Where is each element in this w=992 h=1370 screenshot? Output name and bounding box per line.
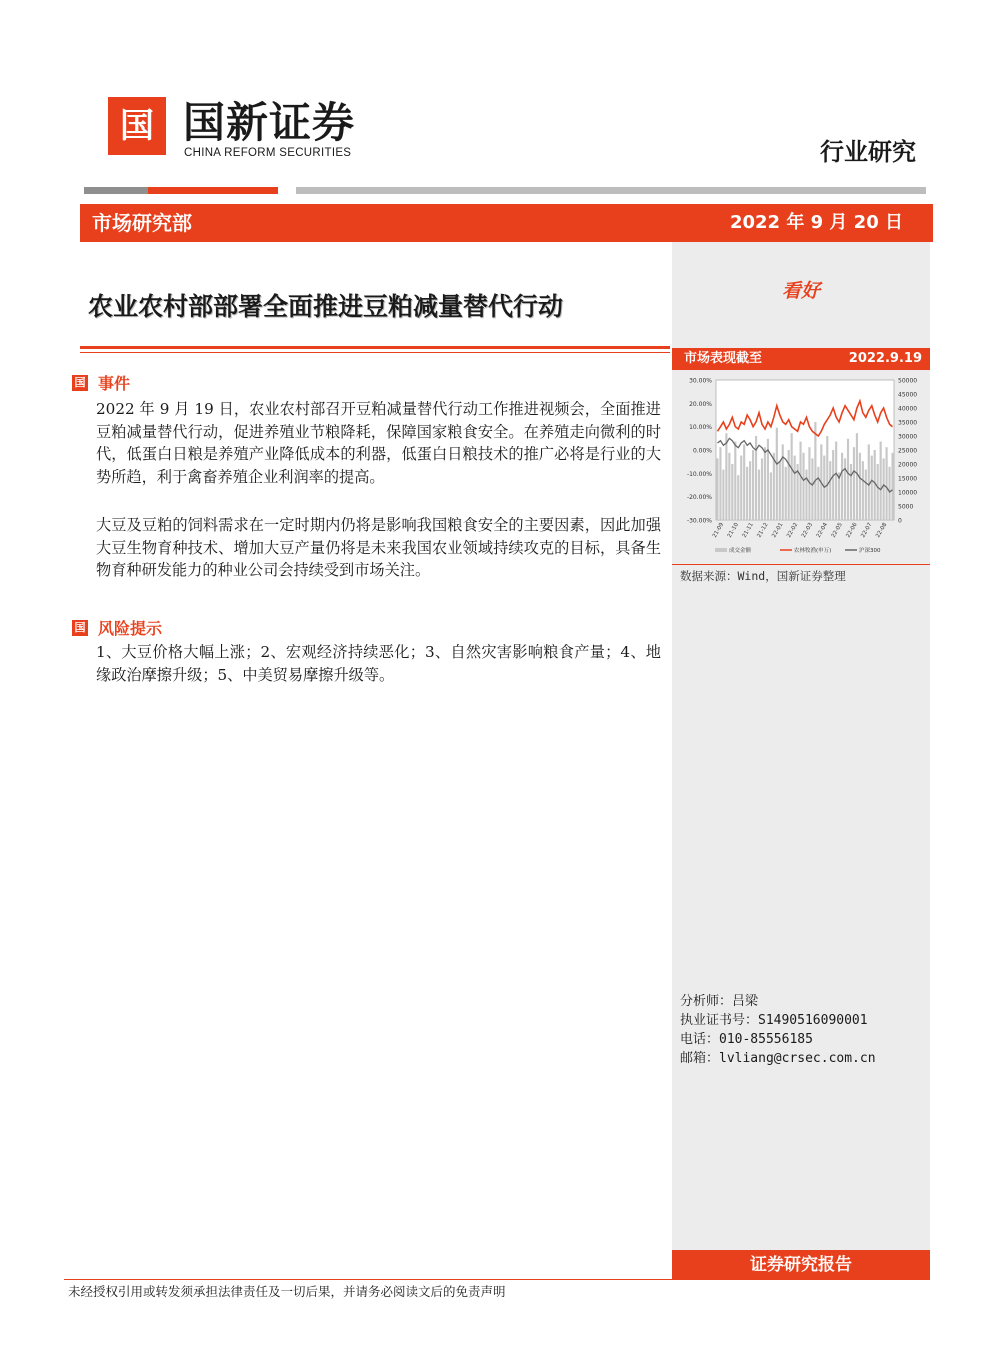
report-date: 2022 年 9 月 20 日 (729, 212, 903, 233)
volume-bar (826, 436, 828, 520)
volume-bar (719, 447, 721, 520)
volume-bar (737, 475, 739, 520)
header-divider-light (296, 187, 926, 194)
y-right-tick-label: 45000 (898, 391, 918, 399)
x-tick-label: 22-02 (786, 522, 800, 539)
volume-bar (761, 458, 763, 520)
volume-bar (725, 433, 727, 520)
volume-bar (752, 450, 754, 520)
header-divider-gray (84, 187, 148, 194)
y-left-tick-label: 10.00% (689, 424, 712, 432)
volume-bar (865, 470, 867, 520)
event-paragraph-1: 2022 年 9 月 19 日，农业农村部召开豆粕减量替代行动工作推进视频会，全面推进豆粕减量替代行动，促进养殖业节粮降耗，保障国家粮食安全。在养殖走向微利的时代，低蛋白日粮是养殖产业降低成本的利器，低蛋白日粮技术的推广必将是行业的大势所趋，利于禽畜养殖企业利润率的提高。 (96, 400, 661, 486)
legend-label: 沪深300 (859, 548, 881, 554)
market-header-label: 市场表现截至 (684, 351, 763, 366)
legend-label: 成交金额 (729, 548, 752, 554)
volume-bar (743, 444, 745, 520)
volume-bar (770, 472, 772, 520)
y-left-tick-label: -10.00% (686, 470, 712, 478)
y-left-tick-label: 30.00% (689, 377, 712, 385)
volume-bar (731, 464, 733, 520)
volume-bar (740, 456, 742, 520)
volume-bar (791, 433, 793, 520)
volume-bar (829, 461, 831, 520)
footer-rule (64, 1279, 930, 1280)
x-tick-label: 21-09 (711, 522, 726, 539)
volume-bar (886, 447, 888, 520)
volume-bar (794, 456, 796, 520)
y-right-tick-label: 5000 (898, 503, 914, 511)
volume-bar (877, 464, 879, 520)
volume-bar (850, 464, 852, 520)
x-tick-label: 22-04 (815, 522, 829, 539)
legend-swatch (715, 548, 727, 552)
market-chart-svg (674, 370, 928, 560)
analyst-phone: 电话：010-85556185 (680, 1032, 813, 1047)
volume-bar (814, 422, 816, 520)
volume-bar (746, 467, 748, 520)
document-type: 行业研究 (820, 138, 916, 166)
x-tick-label: 21-11 (741, 522, 755, 539)
volume-bar (871, 456, 873, 520)
x-tick-label: 21-10 (726, 522, 740, 539)
analyst-cert: 执业证书号：S1490516090001 (680, 1013, 868, 1028)
x-tick-label: 22-08 (875, 522, 889, 539)
footer-band-text: 证券研究报告 (750, 1255, 852, 1275)
y-right-tick-label: 20000 (898, 461, 918, 469)
y-left-tick-label: -30.00% (686, 517, 712, 525)
y-right-tick-label: 0 (898, 517, 902, 525)
chart-source: 数据来源：Wind，国新证券整理 (680, 569, 846, 583)
y-right-tick-label: 40000 (898, 405, 918, 413)
volume-bar (722, 470, 724, 520)
title-rule-thin (80, 352, 670, 353)
volume-bar (728, 453, 730, 520)
section-heading-risk: 风险提示 (98, 619, 163, 638)
rating: 看好 (781, 280, 820, 302)
volume-bar (868, 444, 870, 520)
volume-bar (847, 439, 849, 520)
y-right-tick-label: 50000 (898, 377, 918, 385)
risk-paragraph: 1、大豆价格大幅上涨；2、宏观经济持续恶化；3、自然灾害影响粮食产量；4、地缘政治摩擦升级；5、中美贸易摩擦升级等。 (96, 643, 661, 684)
volume-bar (817, 467, 819, 520)
volume-bar (883, 458, 885, 520)
volume-bar (856, 433, 858, 520)
y-right-tick-label: 30000 (898, 433, 918, 441)
volume-bar (859, 453, 861, 520)
header-divider-red (148, 187, 278, 194)
department-label: 市场研究部 (92, 211, 192, 235)
x-tick-label: 21-12 (756, 522, 770, 539)
volume-bar (773, 453, 775, 520)
chart-plot-area (716, 380, 894, 520)
event-paragraph-2: 大豆及豆粕的饲料需求在一定时期内仍将是影响我国粮食安全的主要因素，因此加强大豆生物育种技术、增加大豆产量仍将是未来我国农业领域持续攻克的目标，具备生物育种研发能力的种业公司会持续受到市场关注。 (96, 516, 661, 579)
volume-bar (841, 453, 843, 520)
x-tick-label: 22-03 (800, 522, 815, 539)
logo-glyph: 国 (120, 106, 154, 146)
volume-bar (785, 467, 787, 520)
volume-bar (838, 472, 840, 520)
volume-bar (880, 442, 882, 520)
market-header-date: 2022.9.19 (848, 351, 922, 366)
volume-bar (799, 442, 801, 520)
logo-chinese-name: 国新证券 (183, 98, 356, 147)
legend-label: 农林牧渔(申万) (794, 548, 832, 554)
report-title: 农业农村部部署全面推进豆粕减量替代行动 (88, 292, 564, 321)
volume-bar (811, 458, 813, 520)
analyst-email[interactable]: 邮箱：lvliang@crsec.com.cn (680, 1051, 876, 1066)
analyst-name: 分析师：吕梁 (680, 994, 759, 1009)
volume-bar (749, 461, 751, 520)
volume-bar (805, 470, 807, 520)
section-icon: 国 (72, 375, 88, 391)
volume-bar (844, 458, 846, 520)
logo-english-name: CHINA REFORM SECURITIES (184, 147, 352, 159)
section-icon: 国 (72, 620, 88, 636)
volume-bar (802, 453, 804, 520)
y-right-tick-label: 25000 (898, 447, 918, 455)
section-heading-event: 事件 (98, 374, 131, 393)
volume-bar (734, 442, 736, 520)
y-left-tick-label: 0.00% (692, 447, 712, 455)
volume-bar (891, 453, 893, 520)
y-right-tick-label: 35000 (898, 419, 918, 427)
title-rule (80, 346, 670, 349)
disclaimer: 未经授权引用或转发须承担法律责任及一切后果，并请务必阅读文后的免责声明 (68, 1284, 506, 1299)
market-chart (674, 370, 928, 560)
y-right-tick-label: 15000 (898, 475, 918, 483)
x-tick-label: 22-07 (860, 522, 874, 539)
volume-bar (853, 447, 855, 520)
source-rule (672, 564, 930, 565)
x-tick-label: 22-05 (830, 522, 844, 539)
volume-bar (782, 444, 784, 520)
x-tick-label: 22-06 (845, 522, 859, 539)
volume-bar (779, 461, 781, 520)
y-right-tick-label: 10000 (898, 489, 918, 497)
volume-bar (716, 458, 718, 520)
volume-bar (835, 442, 837, 520)
y-left-tick-label: 20.00% (689, 400, 712, 408)
volume-bar (862, 461, 864, 520)
x-tick-label: 22-01 (771, 522, 785, 539)
volume-bar (758, 470, 760, 520)
volume-bar (764, 447, 766, 520)
volume-bar (888, 467, 890, 520)
volume-bar (832, 450, 834, 520)
volume-bar (776, 428, 778, 520)
volume-bar (788, 450, 790, 520)
y-left-tick-label: -20.00% (686, 494, 712, 502)
